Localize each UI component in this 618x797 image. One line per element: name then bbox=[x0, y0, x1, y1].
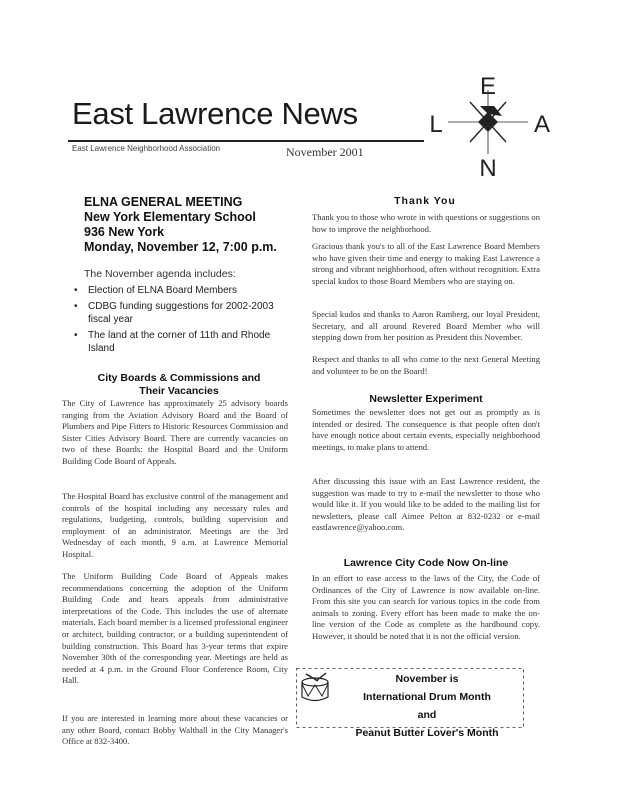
promo-line: Peanut Butter Lover's Month bbox=[355, 727, 499, 739]
issue-date: November 2001 bbox=[286, 145, 364, 159]
masthead-rule bbox=[68, 140, 424, 142]
promo-text bbox=[327, 670, 527, 742]
agenda-item: • Election of ELNA Board Members bbox=[70, 284, 295, 297]
thanks-section-title: Thank You bbox=[394, 195, 456, 207]
meeting-announcement bbox=[84, 195, 304, 255]
elna-logo bbox=[408, 72, 568, 182]
boards-paragraph: The City of Lawrence has approximately 25 advisory boards ranging from the Aviation Advisory Board and the Board of Plumbers and Pipe Fitters to Historic Resources Commission and Sister Cities Advisory Board. There are currently vacancies on two of these Boards: the Hospital Board and the Uniform Building Code Board of Appeals. bbox=[62, 398, 288, 466]
thanks-paragraph: Special kudos and thanks to Aaron Ramberg, our loyal President, Secretary, and all around Revered Board Member who will stepping down from her position as President this November. bbox=[312, 309, 540, 343]
organization-name: East Lawrence Neighborhood Association bbox=[72, 144, 221, 153]
newsletter-paragraph: After discussing this issue with an East Lawrence resident, the suggestion was made to try to e-mail the newsletter to those who would like it. If you would like to be added to the mailing list for newsletters, please call Aimee Pelton at 832-0232 or e-mail eastlawrence@yahoo.com. bbox=[312, 476, 540, 533]
promo-line: November is bbox=[395, 673, 459, 685]
logo-letter-a: A bbox=[533, 111, 551, 138]
meeting-address: 936 New York bbox=[84, 225, 165, 239]
newsletter-section-title: Newsletter Experiment bbox=[369, 393, 483, 405]
promo-line: International Drum Month bbox=[363, 691, 491, 703]
thanks-paragraph: Thank you to those who wrote in with questions or suggestions on how to improve the neighborhood. bbox=[312, 212, 540, 234]
meeting-datetime: Monday, November 12, 7:00 p.m. bbox=[84, 240, 277, 254]
newsletter-paragraph: Sometimes the newsletter does not get out as promptly as is intended or desired. The consequence is that people often don't have enough notice about certain events, especially neighborhood meetings, to make plans to attend. bbox=[312, 407, 540, 452]
meeting-venue: New York Elementary School bbox=[84, 210, 256, 224]
meeting-heading: ELNA GENERAL MEETING bbox=[84, 195, 243, 209]
boards-paragraph: The Uniform Building Code Board of Appeals makes recommendations concerning the adoption of the Uniform Building Code and hears appeals from administrative interpretations of the Code. This includes the use of alternate materials. Each board member is a licensed professional engineer or architect, building contractor, or a building superintendent of building construction. This Board has 3-year terms that expire November 30th of the corresponding year. Meetings are held as needed at 4 p.m. in the Ground Floor Conference Room, City Hall. bbox=[62, 571, 288, 686]
promo-line: and bbox=[417, 709, 437, 721]
agenda-item: • CDBG funding suggestions for 2002-2003 fiscal year bbox=[70, 300, 295, 326]
code-section-title: Lawrence City Code Now On-line bbox=[343, 557, 509, 569]
code-paragraph: In an effort to ease access to the laws of the City, the Code of Ordinances of the City of Lawrence is now available on-line. From this site you can search for various topics in the code from animals to zoning. Every effort has been made to make the on-line version of the Code as complete as the hardbound copy. However, it should be noted that it is not the official version. bbox=[312, 573, 540, 641]
masthead-title: East Lawrence News bbox=[72, 96, 358, 131]
logo-letter-n: N bbox=[479, 155, 497, 182]
thanks-paragraph: Gracious thank you's to all of the East Lawrence Board Members who have given their time and energy to making East Lawrence a strong and vibrant neighborhood, often without recognition. Extra special kudos to those Board Members who are staying on. bbox=[312, 241, 540, 286]
boards-paragraph: The Hospital Board has exclusive control of the management and controls of the hospital including any necessary rules and regulations, budgeting, controls, building supervision and employment of an administrator. Meetings are the 3rd Wednesday of each month, 9 a.m. at Lawrence Memorial Hospital. bbox=[62, 491, 288, 559]
boards-paragraph: If you are interested in learning more about these vacancies or any other Board, contact Bobby Walthall in the City Manager's Office at 832-3400. bbox=[62, 713, 288, 747]
agenda-list bbox=[70, 284, 295, 358]
agenda-item: • The land at the corner of 11th and Rhode Island bbox=[70, 329, 295, 355]
boards-section-title: City Boards & Commissions and Their Vacancies bbox=[97, 372, 261, 397]
logo-letter-l: L bbox=[429, 111, 443, 138]
thanks-paragraph: Respect and thanks to all who come to the next General Meeting and volunteer to be on the Board! bbox=[312, 354, 540, 376]
agenda-intro: The November agenda includes: bbox=[84, 268, 236, 280]
logo-letter-e: E bbox=[479, 73, 497, 100]
